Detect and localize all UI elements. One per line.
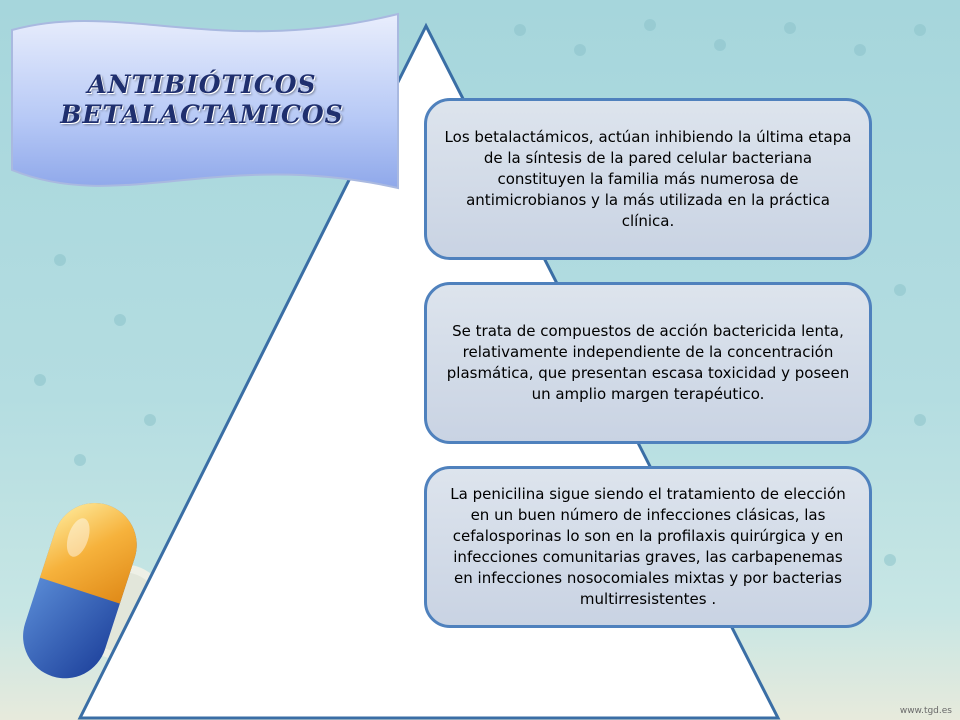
title-line-2: BETALACTAMICOS [60, 100, 344, 129]
info-box-3-text: La penicilina sigue siendo el tratamiento de elección en un buen número de infecciones clásicas, las cefalosporinas lo son en la profilaxis quirúrgica y en infecciones comunitarias graves, las carbapenemas en infecciones nosocomiales mixtas y por bacterias multirresistentes . [450, 485, 846, 608]
info-box-3 [424, 466, 872, 628]
info-box-1 [424, 98, 872, 260]
info-box-2-text: Se trata de compuestos de acción bactericida lenta, relativamente independiente de la concentración plasmática, que presentan escasa toxicidad y poseen un amplio margen terapéutico. [446, 322, 850, 403]
slide-title [28, 70, 376, 130]
info-box-1-text: Los betalactámicos, actúan inhibiendo la última etapa de la síntesis de la pared celular bacteriana constituyen la familia más numerosa de antimicrobianos y la más utilizada en la práctica clínica. [444, 127, 852, 230]
title-line-1: ANTIBIÓTICOS [87, 70, 317, 99]
info-box-2 [424, 282, 872, 444]
footer-watermark: www.tgd.es [899, 706, 952, 716]
